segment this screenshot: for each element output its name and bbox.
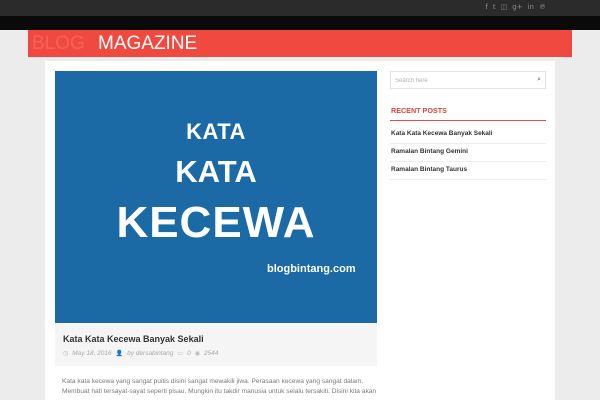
site-header [28,30,572,57]
linkedin-icon[interactable]: in [527,3,534,11]
eye-icon: ◉ [194,350,200,357]
search-icon[interactable]: ⌕ [537,75,541,83]
featured-site-watermark: blogbintang.com [267,263,356,275]
featured-image[interactable] [55,71,377,323]
featured-text-line1: KATA [186,119,246,144]
header-spacer [0,16,600,30]
logo-prefix[interactable]: BLOG [32,33,85,54]
post-meta [63,350,218,357]
content-area [45,61,555,400]
search-box [390,71,546,89]
top-bar [0,0,600,16]
post-excerpt: Kata kata kecewa yang sangat puitis disini sangat mewakili jiwa. Perasaan kecewa yang sangat dalam. Membuat hati tersayat-sayat seperti pisau. Mungkin itu takdir manusia untuk selalu tersakiti. Disini kita akan [62,378,377,395]
user-icon: 👤 [115,350,124,357]
google-plus-icon[interactable]: g+ [512,3,523,11]
recent-post-link[interactable]: Kata Kata Kecewa Banyak Sekali [390,126,546,144]
recent-posts-list [390,126,546,180]
featured-text-line3: KECEWA [116,198,316,247]
post-date: May 18, 2016 [72,350,112,357]
post-title[interactable]: Kata Kata Kecewa Banyak Sekali [63,334,204,344]
instagram-icon[interactable]: ◫ [500,3,508,11]
recent-post-link[interactable]: Ramalan Bintang Taurus [390,162,546,180]
recent-posts-divider [390,120,546,121]
pinterest-icon[interactable]: ℗ [539,3,546,11]
site-logo[interactable]: MAGAZINE [98,33,198,54]
featured-text-line2: KATA [175,154,257,189]
comment-icon: ▭ [177,350,184,357]
comment-count[interactable]: 0 [187,350,191,357]
social-links [485,3,546,12]
post-author[interactable]: by dersabintang [127,350,174,357]
recent-posts-heading: RECENT POSTS [391,106,447,115]
search-input[interactable] [395,75,525,86]
post-header [55,323,377,366]
clock-icon: ◷ [63,350,69,357]
facebook-icon[interactable]: f [485,3,488,11]
view-count: 2544 [203,350,219,357]
twitter-icon[interactable]: t [492,3,496,11]
recent-post-link[interactable]: Ramalan Bintang Gemini [390,144,546,162]
